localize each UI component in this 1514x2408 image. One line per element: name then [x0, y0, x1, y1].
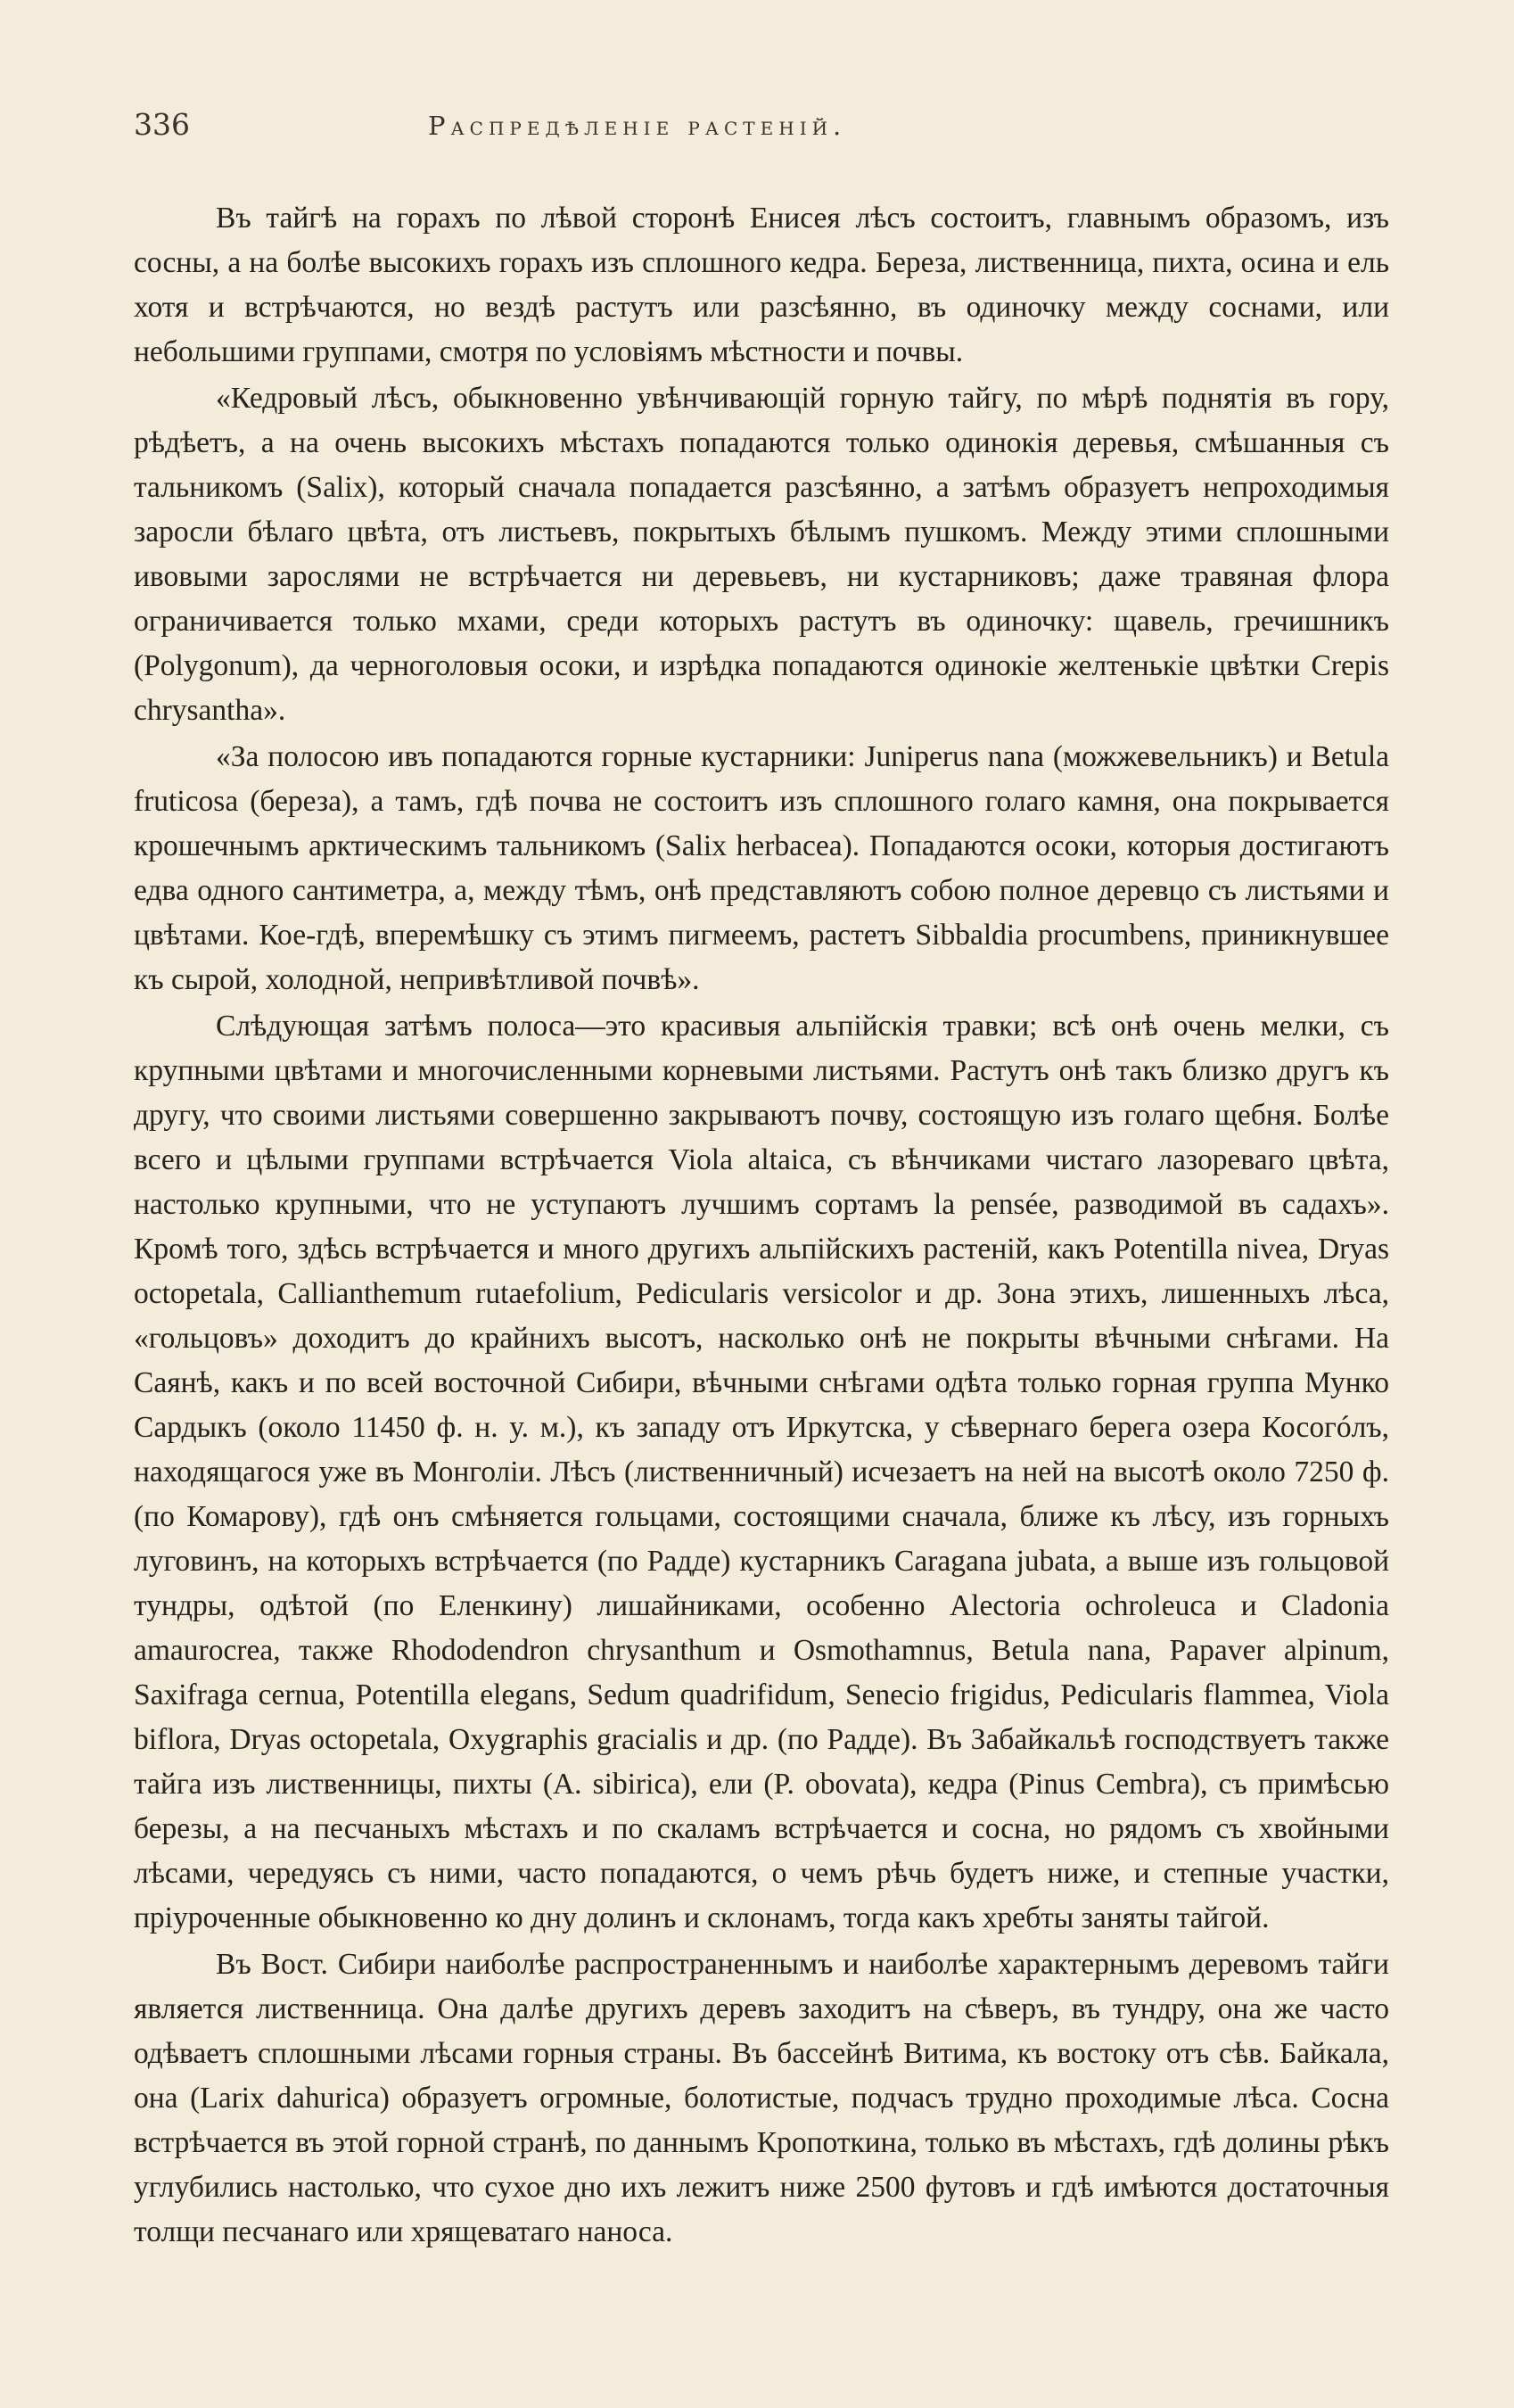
running-head [134, 107, 1389, 161]
page-number: 336 [134, 107, 190, 142]
paragraph: Въ Вост. Сибири наиболѣе распространеннымъ и наиболѣе характернымъ деревомъ тайги является лиственница. Она далѣе другихъ деревъ заходитъ на сѣверъ, въ тундру, она же часто одѣваетъ сплошными лѣсами горныя страны. Въ бассейнѣ Витима, къ востоку отъ сѣв. Байкала, она (Larix dahurica) образуетъ огромные, болотистые, подчасъ трудно проходимые лѣса. Сосна встрѣчается въ этой горной странѣ, по даннымъ Кропоткина, только въ мѣстахъ, гдѣ долины рѣкъ углубились настолько, что сухое дно ихъ лежитъ ниже 2500 футовъ и гдѣ имѣются достаточныя толщи песчанаго или хрящеватаго наноса. [134, 1948, 1389, 2248]
paragraph: «За полосою ивъ попадаются горные кустарники: Juniperus nana (можжевельникъ) и Betula fruticosa (береза), а тамъ, гдѣ почва не состоитъ изъ сплошного голаго камня, она покрывается крошечнымъ арктическимъ тальникомъ (Salix herbacea). Попадаются осоки, которыя достигаютъ едва одного сантиметра, а, между тѣмъ, онѣ представляютъ собою полное деревцо съ листьями и цвѣтами. Кое-гдѣ, вперемѣшку съ этимъ пигмеемъ, растетъ Sibbaldia procumbens, приникнувшее къ сырой, холодной, непривѣтливой почвѣ». [134, 740, 1389, 996]
paragraph: «Кедровый лѣсъ, обыкновенно увѣнчивающій горную тайгу, по мѣрѣ поднятія въ гору, рѣдѣетъ, а на очень высокихъ мѣстахъ попадаются только одинокія деревья, смѣшанныя съ тальникомъ (Salix), который сначала попадается разсѣянно, а затѣмъ образуетъ непроходимыя заросли бѣлаго цвѣта, отъ листьевъ, покрытыхъ бѣлымъ пушкомъ. Между этими сплошными ивовыми зарослями не встрѣчается ни деревьевъ, ни кустарниковъ; даже травяная флора ограничивается только мхами, среди которыхъ растутъ въ одиночку: щавель, гречишникъ (Polygonum), да черноголовыя осоки, и изрѣдка попадаются одинокіе желтенькіе цвѣтки Crepis chrysantha». [134, 382, 1389, 727]
paragraph: Слѣдующая затѣмъ полоса—это красивыя альпійскія травки; всѣ онѣ очень мелки, съ крупными цвѣтами и многочисленными корневыми листьями. Растутъ онѣ такъ близко другъ къ другу, что своими листьями совершенно закрываютъ почву, состоящую изъ голаго щебня. Болѣе всего и цѣлыми группами встрѣчается Viola altaica, съ вѣнчиками чистаго лазореваго цвѣта, настолько крупными, что не уступаютъ лучшимъ сортамъ la pensée, разводимой въ садахъ». Кромѣ того, здѣсь встрѣчается и много другихъ альпійскихъ растеній, какъ Potentilla nivea, Dryas octopetala, Callianthemum rutaefolium, Pedicularis versicolor и др. Зона этихъ, лишенныхъ лѣса, «гольцовъ» доходитъ до крайнихъ высотъ, насколько онѣ не покрыты вѣчными снѣгами. На Саянѣ, какъ и по всей восточной Сибири, вѣчными снѣгами одѣта только горная группа Мунко Сардыкъ (около 11450 ф. н. у. м.), къ западу отъ Иркутска, у сѣвернаго берега озера Косогóлъ, находящагося уже въ Монголіи. Лѣсъ (лиственничный) исчезаетъ на ней на высотѣ около 7250 ф. (по Комарову), гдѣ онъ смѣняется гольцами, состоящими сначала, ближе къ лѣсу, изъ горныхъ луговинъ, на которыхъ встрѣчается (по Радде) кустарникъ Caragana jubata, а выше изъ гольцовой тундры, одѣтой (по Еленкину) лишайниками, особенно Alectoria ochroleuca и Cladonia amaurocrea, также Rhododendron chrysanthum и Osmothamnus, Betula nana, Papaver alpinum, Saxifraga cernua, Potentilla elegans, Sedum quadrifidum, Senecio frigidus, Pedicularis flammea, Viola biflora, Dryas octopetala, Oxygraphis gracialis и др. (по Радде). Въ Забайкальѣ господствуетъ также тайга изъ лиственницы, пихты (A. sibirica), ели (P. obovata), кедра (Pinus Cembra), съ примѣсью березы, а на песчаныхъ мѣстахъ и по скаламъ встрѣчается и сосна, но рядомъ съ хвойными лѣсами, чередуясь съ ними, часто попадаются, о чемъ рѣчь будетъ ниже, и степные участки, пріуроченные обыкновенно ко дну долинъ и склонамъ, тогда какъ хребты заняты тайгой. [134, 1010, 1389, 1934]
body-text [134, 196, 1389, 2255]
paragraph: Въ тайгѣ на горахъ по лѣвой сторонѣ Енисея лѣсъ состоитъ, главнымъ образомъ, изъ сосны, а на болѣе высокихъ горахъ изъ сплошного кедра. Береза, лиственница, пихта, осина и ель хотя и встрѣчаются, но вездѣ растутъ или разсѣянно, въ одиночку между соснами, или небольшими группами, смотря по условіямъ мѣстности и почвы. [134, 202, 1389, 368]
running-title: Распредѣленіе растеній. [428, 111, 847, 141]
